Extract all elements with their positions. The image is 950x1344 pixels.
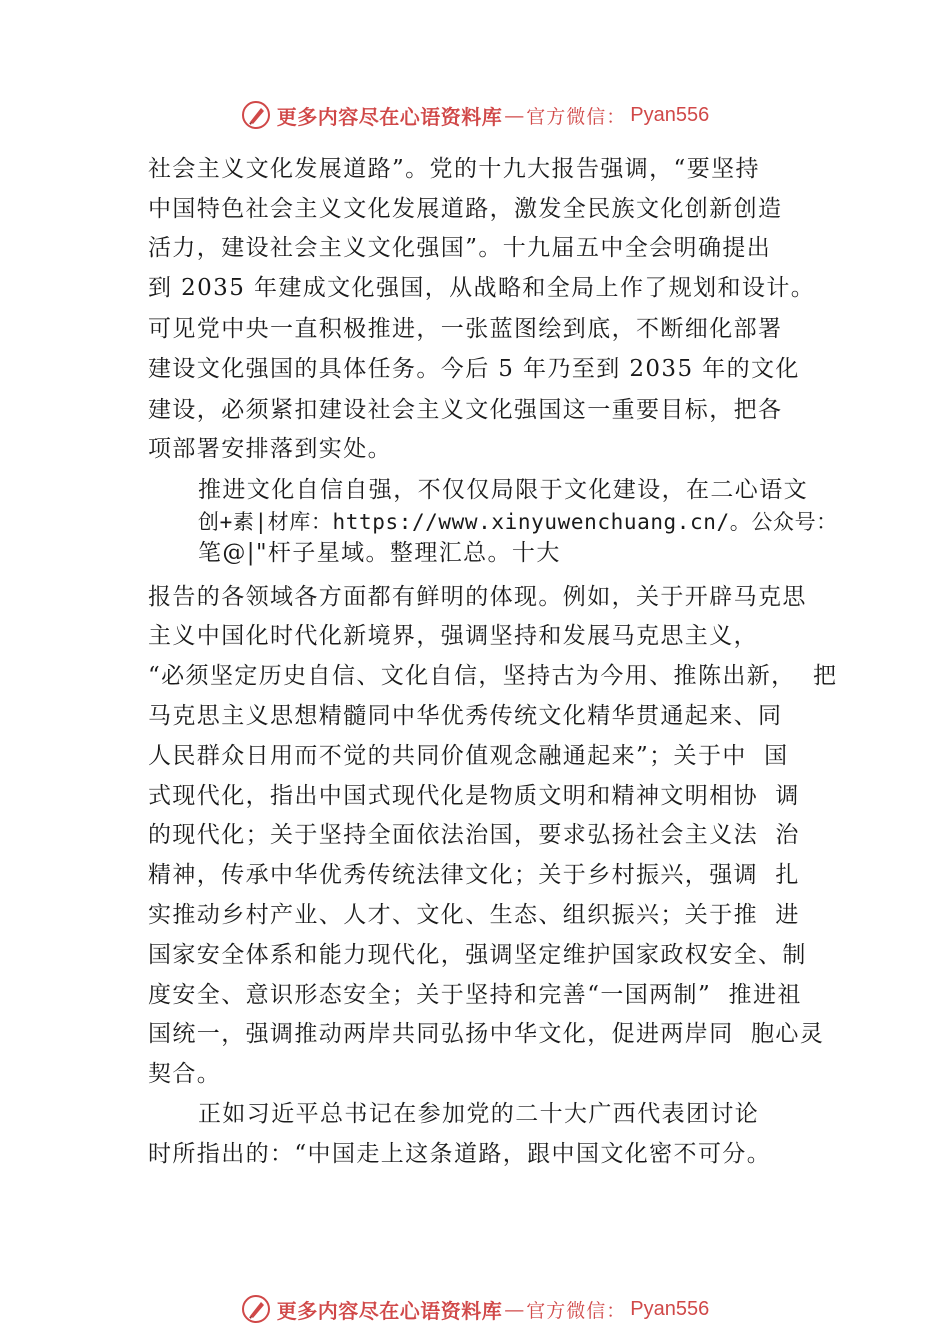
text-line: 契合。	[148, 1061, 222, 1087]
text-line: 项部署安排落到实处。	[148, 436, 392, 462]
text-line: 度安全、意识形态安全；关于坚持和完善“一国两制” 推进祖	[148, 982, 802, 1008]
text-line: 中国特色社会主义文化发展道路，激发全民族文化创新创造	[148, 196, 783, 222]
text-line: 实推动乡村产业、人才、文化、生态、组织振兴；关于推 进	[148, 902, 800, 928]
text-line: 的现代化；关于坚持全面依法治国，要求弘扬社会主义法 治	[148, 822, 800, 848]
text-line: 活力，建设社会主义文化强国”。十九届五中全会明确提出	[148, 235, 772, 261]
text-line: 式现代化，指出中国式现代化是物质文明和精神文明相协 调	[148, 783, 800, 809]
text-line: 时所指出的：“中国走上这条道路，跟中国文化密不可分。	[148, 1141, 772, 1167]
text-line: 国统一，强调推动两岸共同弘扬中华文化，促进两岸同 胞心灵	[148, 1021, 825, 1047]
banner-dash: —	[504, 1297, 525, 1321]
text-line: 报告的各领域各方面都有鲜明的体现。例如，关于开辟马克思	[148, 584, 807, 610]
banner-dash: —	[504, 103, 525, 127]
banner-wechat-label: 官方微信：	[526, 1299, 627, 1322]
text-line: 马克思主义思想精髓同中华优秀传统文化精华贯通起来、同	[148, 703, 783, 729]
footer-banner	[0, 1284, 950, 1334]
text-line: 可见党中央一直积极推进，一张蓝图绘到底，不断细化部署	[148, 316, 783, 342]
text-line: 主义中国化时代化新境界，强调坚持和发展马克思主义，	[148, 623, 758, 649]
text-line: 推进文化自信自强，不仅仅局限于文化建设，在二心语文	[198, 477, 808, 503]
banner-wechat-id: Pyan556	[630, 1297, 710, 1320]
watermark-line: 创+素|材库：https://www.xinyuwenchuang.cn/。公众号：	[198, 510, 838, 534]
watermark-line: 笔@|"杆子星域。整理汇总。十大	[198, 540, 561, 566]
text-line: 人民群众日用而不觉的共同价值观念融通起来”；关于中 国	[148, 743, 789, 769]
text-line: 建设，必须紧扣建设社会主义文化强国这一重要目标，把各	[148, 397, 783, 423]
pen-nib-logo-icon	[241, 1294, 271, 1324]
banner-wechat-id: Pyan556	[630, 103, 710, 126]
banner-wechat-label: 官方微信：	[526, 105, 627, 128]
text-line: 社会主义文化发展道路”。党的十九大报告强调，“要坚持	[148, 156, 760, 182]
text-line: 建设文化强国的具体任务。今后 5 年乃至到 2035 年的文化	[148, 356, 800, 382]
text-line: “必须坚定历史自信、文化自信，坚持古为今用、推陈出新， 把	[148, 663, 838, 689]
banner-title: 更多内容尽在心语资料库	[276, 1298, 503, 1323]
text-line: 正如习近平总书记在参加党的二十大广西代表团讨论	[198, 1101, 760, 1127]
banner-title: 更多内容尽在心语资料库	[276, 104, 503, 129]
text-line: 到 2035 年建成文化强国，从战略和全局上作了规划和设计。	[148, 275, 816, 301]
text-line: 国家安全体系和能力现代化，强调坚定维护国家政权安全、制	[148, 942, 807, 968]
text-line: 精神，传承中华优秀传统法律文化；关于乡村振兴，强调 扎	[148, 862, 800, 888]
